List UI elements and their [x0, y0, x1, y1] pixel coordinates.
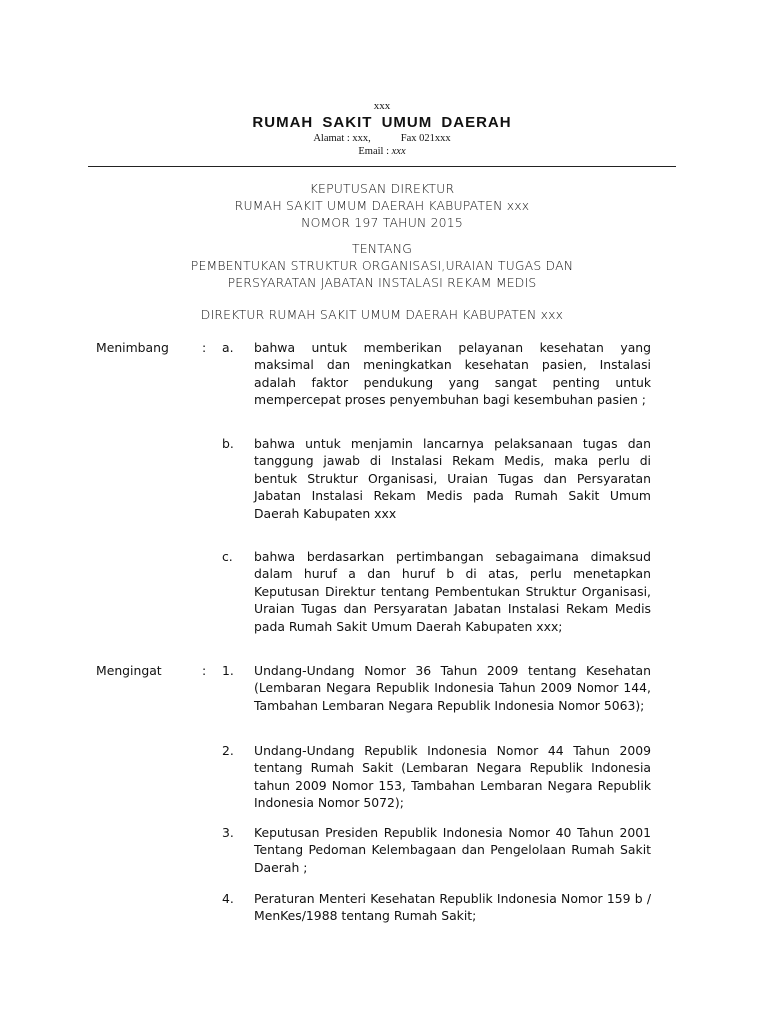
about-label: TENTANG: [351, 241, 413, 256]
decree-subject: [88, 240, 676, 291]
subject-line-1: PEMBENTUKAN STRUKTUR ORGANISASI,URAIAN TUGAS DAN: [190, 258, 574, 273]
mengingat-item-2: Undang-Undang Republik Indonesia Nomor 44 Tahun 2009 tentang Rumah Sakit (Lembaran Negara Republik Indonesia tahun 2009 Nomor 153, Tambahan Lembaran Negara Republik Indonesia Nomor 5072);: [254, 743, 651, 811]
email-value: xxx: [391, 146, 406, 157]
mengingat-marker-3: 3.: [222, 825, 234, 840]
mengingat-colon: :: [202, 663, 207, 678]
decree-heading: [88, 180, 676, 231]
menimbang-marker-a: a.: [222, 340, 234, 355]
mengingat-marker-4: 4.: [222, 891, 234, 906]
address-line: [88, 132, 676, 145]
address-label: Alamat : xxx,: [313, 133, 371, 144]
email-line: [88, 145, 676, 158]
decree-line-1: KEPUTUSAN DIREKTUR: [309, 181, 455, 196]
email-label: Email :: [358, 146, 389, 157]
header-divider: [88, 166, 676, 167]
menimbang-marker-b: b.: [222, 436, 234, 451]
fax-number: Fax 021xxx: [400, 133, 451, 144]
hospital-name: RUMAH SAKIT UMUM DAERAH: [252, 114, 512, 131]
mengingat-item-4: Peraturan Menteri Kesehatan Republik Indonesia Nomor 159 b / MenKes/1988 tentang Rumah Sakit;: [254, 891, 651, 924]
decree-number: NOMOR 197 TAHUN 2015: [301, 215, 463, 230]
issuer-line: DIREKTUR RUMAH SAKIT UMUM DAERAH KABUPATEN xxx: [200, 307, 564, 322]
menimbang-colon: :: [202, 340, 207, 355]
menimbang-label: Menimbang: [96, 340, 169, 355]
mengingat-item-1: Undang-Undang Nomor 36 Tahun 2009 tentang Kesehatan (Lembaran Negara Republik Indonesia Tahun 2009 Nomor 144, Tambahan Lembaran Negara Republik Indonesia Nomor 5063);: [254, 663, 651, 713]
letterhead-code: xxx: [373, 100, 391, 112]
mengingat-marker-2: 2.: [222, 743, 234, 758]
mengingat-marker-1: 1.: [222, 663, 234, 678]
menimbang-item-a: bahwa untuk memberikan pelayanan kesehatan yang maksimal dan meningkatkan kesehatan pasien, Instalasi adalah faktor pendukung yang sangat penting untuk mempercepat proses penyembuhan bagi kesembuhan pasien ;: [254, 340, 651, 408]
subject-line-2: PERSYARATAN JABATAN INSTALASI REKAM MEDIS: [227, 275, 537, 290]
mengingat-label: Mengingat: [96, 663, 162, 678]
letterhead: [88, 100, 676, 158]
menimbang-marker-c: c.: [222, 549, 233, 564]
menimbang-item-c: bahwa berdasarkan pertimbangan sebagaimana dimaksud dalam huruf a dan huruf b di atas, perlu menetapkan Keputusan Direktur tentang Pembentukan Struktur Organisasi, Uraian Tugas dan Persyaratan Jabatan Instalasi Rekam Medis pada Rumah Sakit Umum Daerah Kabupaten xxx;: [254, 549, 651, 634]
menimbang-item-b: bahwa untuk menjamin lancarnya pelaksanaan tugas dan tanggung jawab di Instalasi Rekam Medis, maka perlu di bentuk Struktur Organisasi, Uraian Tugas dan Persyaratan Jabatan Instalasi Rekam Medis pada Rumah Sakit Umum Daerah Kabupaten xxx: [254, 436, 651, 521]
mengingat-item-3: Keputusan Presiden Republik Indonesia Nomor 40 Tahun 2001 Tentang Pedoman Kelembagaan dan Pengelolaan Rumah Sakit Daerah ;: [254, 825, 651, 875]
decree-line-2: RUMAH SAKIT UMUM DAERAH KABUPATEN xxx: [234, 198, 530, 213]
